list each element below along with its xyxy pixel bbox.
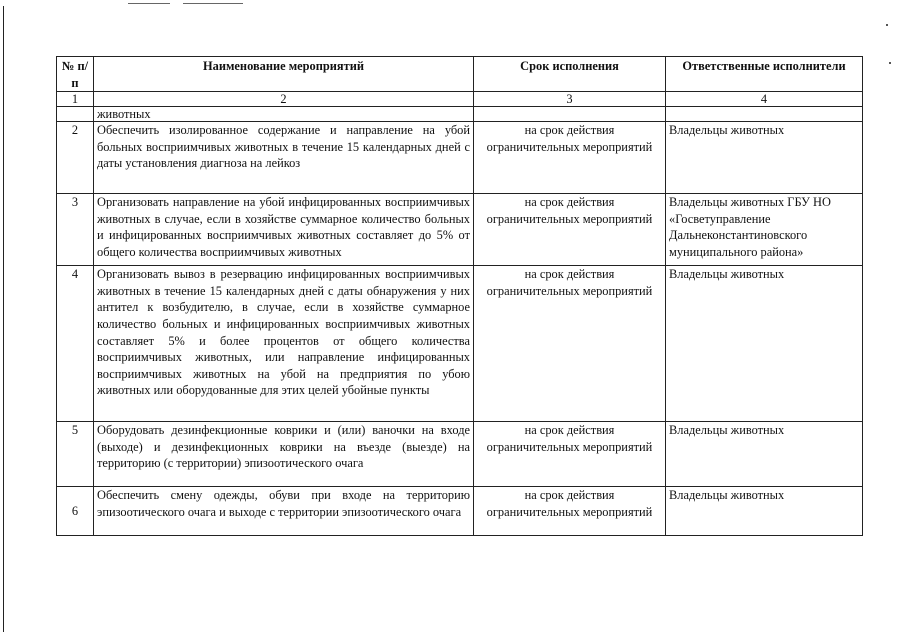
scan-speck [886, 24, 888, 26]
row-term: на срок действия ограничительных мероприятий [474, 266, 666, 422]
column-index: 4 [666, 92, 863, 107]
page-left-edge [3, 6, 4, 632]
measures-table [56, 56, 863, 536]
row-responsible: Владельцы животных [666, 122, 863, 194]
scan-speck [889, 62, 891, 64]
row-responsible: Владельцы животных [666, 266, 863, 422]
row-number: 6 [57, 487, 94, 536]
table-row [57, 266, 863, 422]
table-row [57, 194, 863, 266]
scan-mark [128, 3, 170, 4]
row-measure: Обеспечить смену одежды, обуви при входе на территорию эпизоотического очага и выходе с территории эпизоотического очага [94, 487, 474, 536]
table-row [57, 122, 863, 194]
row-responsible: Владельцы животных [666, 487, 863, 536]
row-number: 2 [57, 122, 94, 194]
row-measure: Организовать направление на убой инфицированных восприимчивых животных в случае, если в хозяйстве суммарное количество больных и инфицированных восприимчивых животных составляет до 5% от общего количества восприимчивых животных [94, 194, 474, 266]
column-index: 3 [474, 92, 666, 107]
table-row-continued [57, 107, 863, 122]
continued-text: животных [94, 107, 474, 122]
row-number: 4 [57, 266, 94, 422]
row-measure: Оборудовать дезинфекционные коврики и (или) ваночки на входе (выходе) и дезинфекционных коврики на въезде (выезде) на территорию (с территории) эпизоотического очага [94, 422, 474, 487]
table-row [57, 487, 863, 536]
row-term: на срок действия ограничительных мероприятий [474, 487, 666, 536]
column-index-row [57, 92, 863, 107]
row-responsible: Владельцы животных [666, 422, 863, 487]
row-number: 5 [57, 422, 94, 487]
row-measure: Обеспечить изолированное содержание и направление на убой больных восприимчивых животных в течение 15 календарных дней с даты установления диагноза на лейкоз [94, 122, 474, 194]
column-index: 2 [94, 92, 474, 107]
row-term: на срок действия ограничительных мероприятий [474, 422, 666, 487]
header-resp: Ответственные исполнители [666, 57, 863, 92]
header-name: Наименование мероприятий [94, 57, 474, 92]
row-term: на срок действия ограничительных мероприятий [474, 122, 666, 194]
column-index: 1 [57, 92, 94, 107]
table-row [57, 422, 863, 487]
row-number: 3 [57, 194, 94, 266]
row-responsible: Владельцы животных ГБУ НО «Госветуправление Дальнеконстантиновского муниципального района» [666, 194, 863, 266]
header-num: № п/п [57, 57, 94, 92]
row-term: на срок действия ограничительных мероприятий [474, 194, 666, 266]
row-measure: Организовать вывоз в резервацию инфицированных восприимчивых животных в течение 15 календарных дней с даты обнаружения у них антител к возбудителю, в случае, если в хозяйстве суммарное количество больных и инфицированных восприимчивых животных составляет 5% и более процентов от общего количества восприимчивых животных, или направление инфицированных восприимчивых животных на убой на предприятия по убою животных или оборудованные для этих целей убойные пункты [94, 266, 474, 422]
scan-mark [183, 3, 243, 4]
header-term: Срок исполнения [474, 57, 666, 92]
table-header-row [57, 57, 863, 92]
